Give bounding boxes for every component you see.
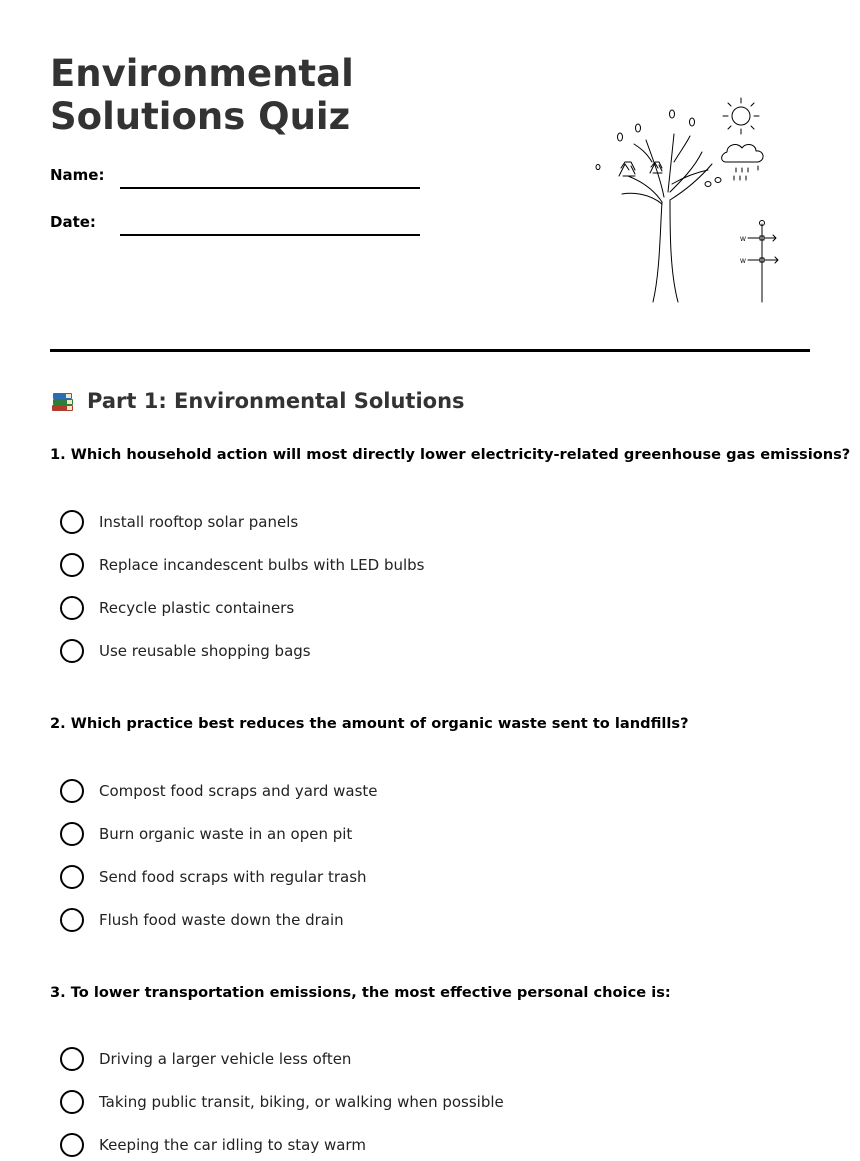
- question-2: 2. Which practice best reduces the amount of organic waste sent to landfills?: [50, 715, 689, 732]
- option-label: Send food scraps with regular trash: [99, 868, 367, 886]
- date-field[interactable]: [120, 234, 420, 236]
- question-3-option-3[interactable]: [60, 1133, 366, 1157]
- radio-button[interactable]: [60, 779, 84, 803]
- section-divider: [50, 349, 810, 352]
- question-1-option-2[interactable]: [60, 553, 425, 577]
- title-line-1: Environmental: [50, 52, 354, 95]
- radio-button[interactable]: [60, 1133, 84, 1157]
- radio-button[interactable]: [60, 865, 84, 889]
- radio-button[interactable]: [60, 510, 84, 534]
- part-1-title: Part 1: Environmental Solutions: [87, 389, 465, 413]
- name-label: Name:: [50, 166, 105, 184]
- question-2-option-4[interactable]: [60, 908, 344, 932]
- radio-button[interactable]: [60, 1090, 84, 1114]
- option-label: Install rooftop solar panels: [99, 513, 299, 531]
- question-1: 1. Which household action will most directly lower electricity-related greenhouse gas emissions?: [50, 446, 851, 463]
- question-1-option-1[interactable]: [60, 510, 298, 534]
- part-1-heading: [50, 388, 465, 414]
- name-field[interactable]: [120, 187, 420, 189]
- option-label: Use reusable shopping bags: [99, 642, 311, 660]
- radio-button[interactable]: [60, 596, 84, 620]
- option-label: Compost food scraps and yard waste: [99, 782, 378, 800]
- radio-button[interactable]: [60, 908, 84, 932]
- wind-vane-letter-1: W: [740, 236, 746, 243]
- radio-button[interactable]: [60, 553, 84, 577]
- date-label: Date:: [50, 213, 96, 231]
- page-title: [50, 52, 354, 138]
- wind-vane-letter-2: W: [740, 258, 746, 265]
- radio-button[interactable]: [60, 1047, 84, 1071]
- option-label: Keeping the car idling to stay warm: [99, 1136, 366, 1154]
- question-1-option-3[interactable]: [60, 596, 294, 620]
- question-3-option-2[interactable]: [60, 1090, 504, 1114]
- question-3: 3. To lower transportation emissions, the most effective personal choice is:: [50, 984, 671, 1001]
- option-label: Taking public transit, biking, or walking when possible: [99, 1093, 504, 1111]
- radio-button[interactable]: [60, 822, 84, 846]
- option-label: Flush food waste down the drain: [99, 911, 344, 929]
- question-2-option-1[interactable]: [60, 779, 378, 803]
- option-label: Driving a larger vehicle less often: [99, 1050, 352, 1068]
- books-icon: [50, 388, 76, 414]
- tree-weather-icon: [590, 92, 790, 307]
- question-2-option-2[interactable]: [60, 822, 352, 846]
- question-2-option-3[interactable]: [60, 865, 367, 889]
- option-label: Replace incandescent bulbs with LED bulbs: [99, 556, 425, 574]
- question-3-option-1[interactable]: [60, 1047, 351, 1071]
- question-1-option-4[interactable]: [60, 639, 311, 663]
- option-label: Recycle plastic containers: [99, 599, 295, 617]
- radio-button[interactable]: [60, 639, 84, 663]
- option-label: Burn organic waste in an open pit: [99, 825, 353, 843]
- title-line-2: Solutions Quiz: [50, 95, 351, 138]
